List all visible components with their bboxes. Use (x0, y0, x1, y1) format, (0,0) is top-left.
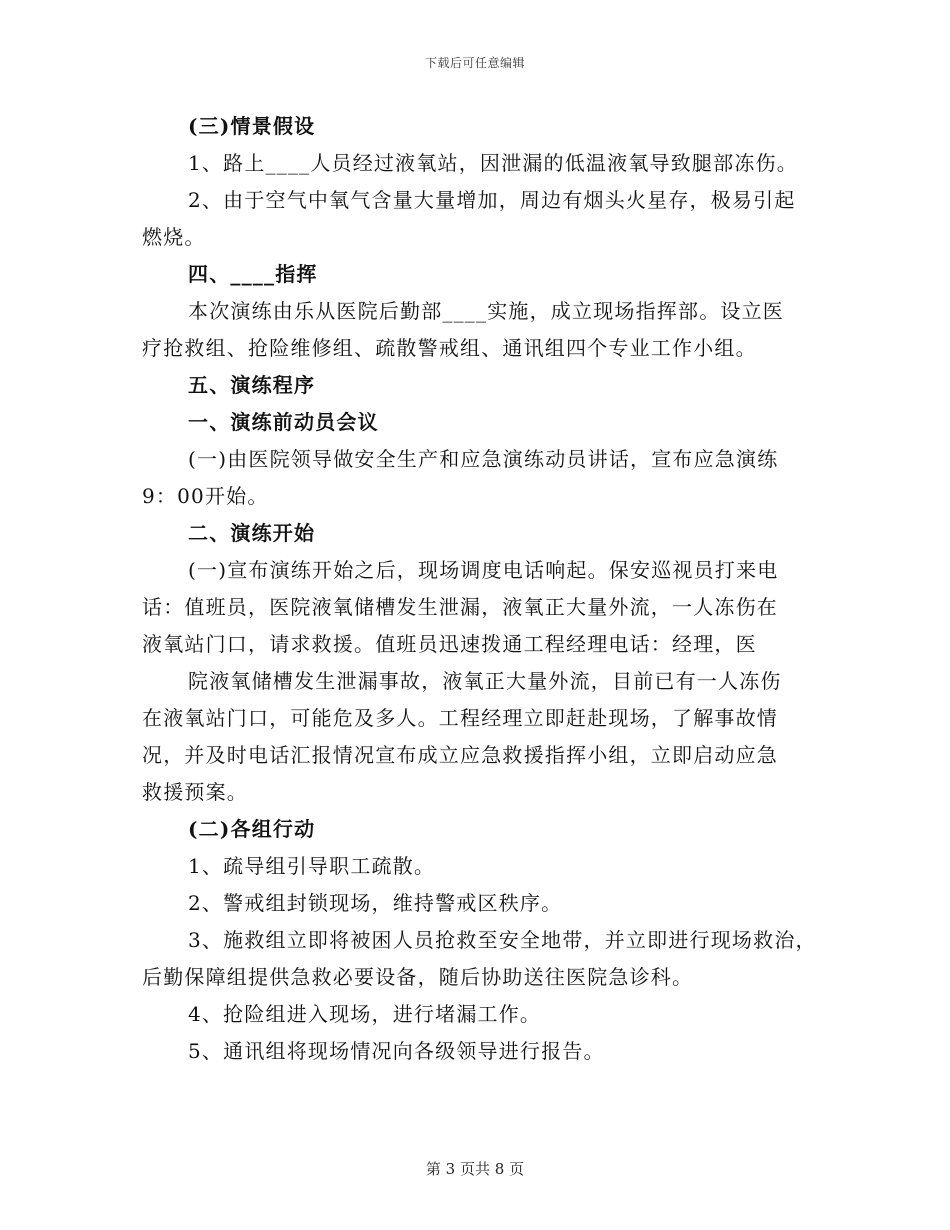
section-heading: (二)各组行动 (188, 817, 316, 841)
section-heading: 一、演练前动员会议 (188, 410, 379, 434)
text-line: 3、施救组立即将被困人员抢救至安全地带，并立即进行现场救治， (188, 928, 817, 952)
section-heading: 五、演练程序 (188, 373, 316, 397)
text-line: 救援预案。 (142, 780, 248, 804)
section-heading: (三)情景假设 (188, 114, 316, 138)
text-line: 在液氧站门口，可能危及多人。工程经理立即赶赴现场，了解事故情 (142, 706, 778, 730)
section-heading: 四、____指挥 (188, 262, 318, 286)
text-line: 1、疏导组引导职工疏散。 (188, 854, 436, 878)
text-line: 5、通讯组将现场情况向各级领导进行报告。 (188, 1039, 605, 1063)
page-footer: 第 3 页共 8 页 (425, 1160, 525, 1178)
document-body (142, 108, 817, 1070)
text-line: (一)由医院领导做安全生产和应急演练动员讲话，宣布应急演练 (188, 447, 779, 471)
text-line: 1、路上____人员经过液氧站，因泄漏的低温液氧导致腿部冻伤。 (188, 151, 798, 175)
text-line: 2、警戒组封锁现场，维持警戒区秩序。 (188, 891, 563, 915)
text-line: 9：00开始。 (142, 484, 269, 508)
page-header: 下载后可任意编辑 (424, 56, 525, 70)
text-line: 话：值班员，医院液氧储槽发生泄漏，液氧正大量外流，一人冻伤在 (142, 595, 778, 619)
text-line: 本次演练由乐从医院后勤部____实施，成立现场指挥部。设立医 (188, 299, 784, 323)
text-line: 况，并及时电话汇报情况宣布成立应急救援指挥小组，立即启动应急 (142, 743, 778, 767)
text-line: 后勤保障组提供急救必要设备，随后协助送往医院急诊科。 (142, 965, 694, 989)
text-line: 4、抢险组进入现场，进行堵漏工作。 (188, 1002, 542, 1026)
text-line: 燃烧。 (142, 225, 206, 249)
text-line: (一)宣布演练开始之后，现场调度电话响起。保安巡视员打来电 (188, 558, 779, 582)
text-line: 液氧站门口，请求救援。值班员迅速拨通工程经理电话：经理，医 (142, 632, 757, 656)
text-line: 院液氧储槽发生泄漏事故，液氧正大量外流，目前已有一人冻伤 (188, 669, 782, 693)
text-line: 疗抢救组、抢险维修组、疏散警戒组、通讯组四个专业工作小组。 (142, 336, 757, 360)
text-line: 2、由于空气中氧气含量大量增加，周边有烟头火星存，极易引起 (188, 188, 796, 212)
section-heading: 二、演练开始 (188, 521, 316, 545)
